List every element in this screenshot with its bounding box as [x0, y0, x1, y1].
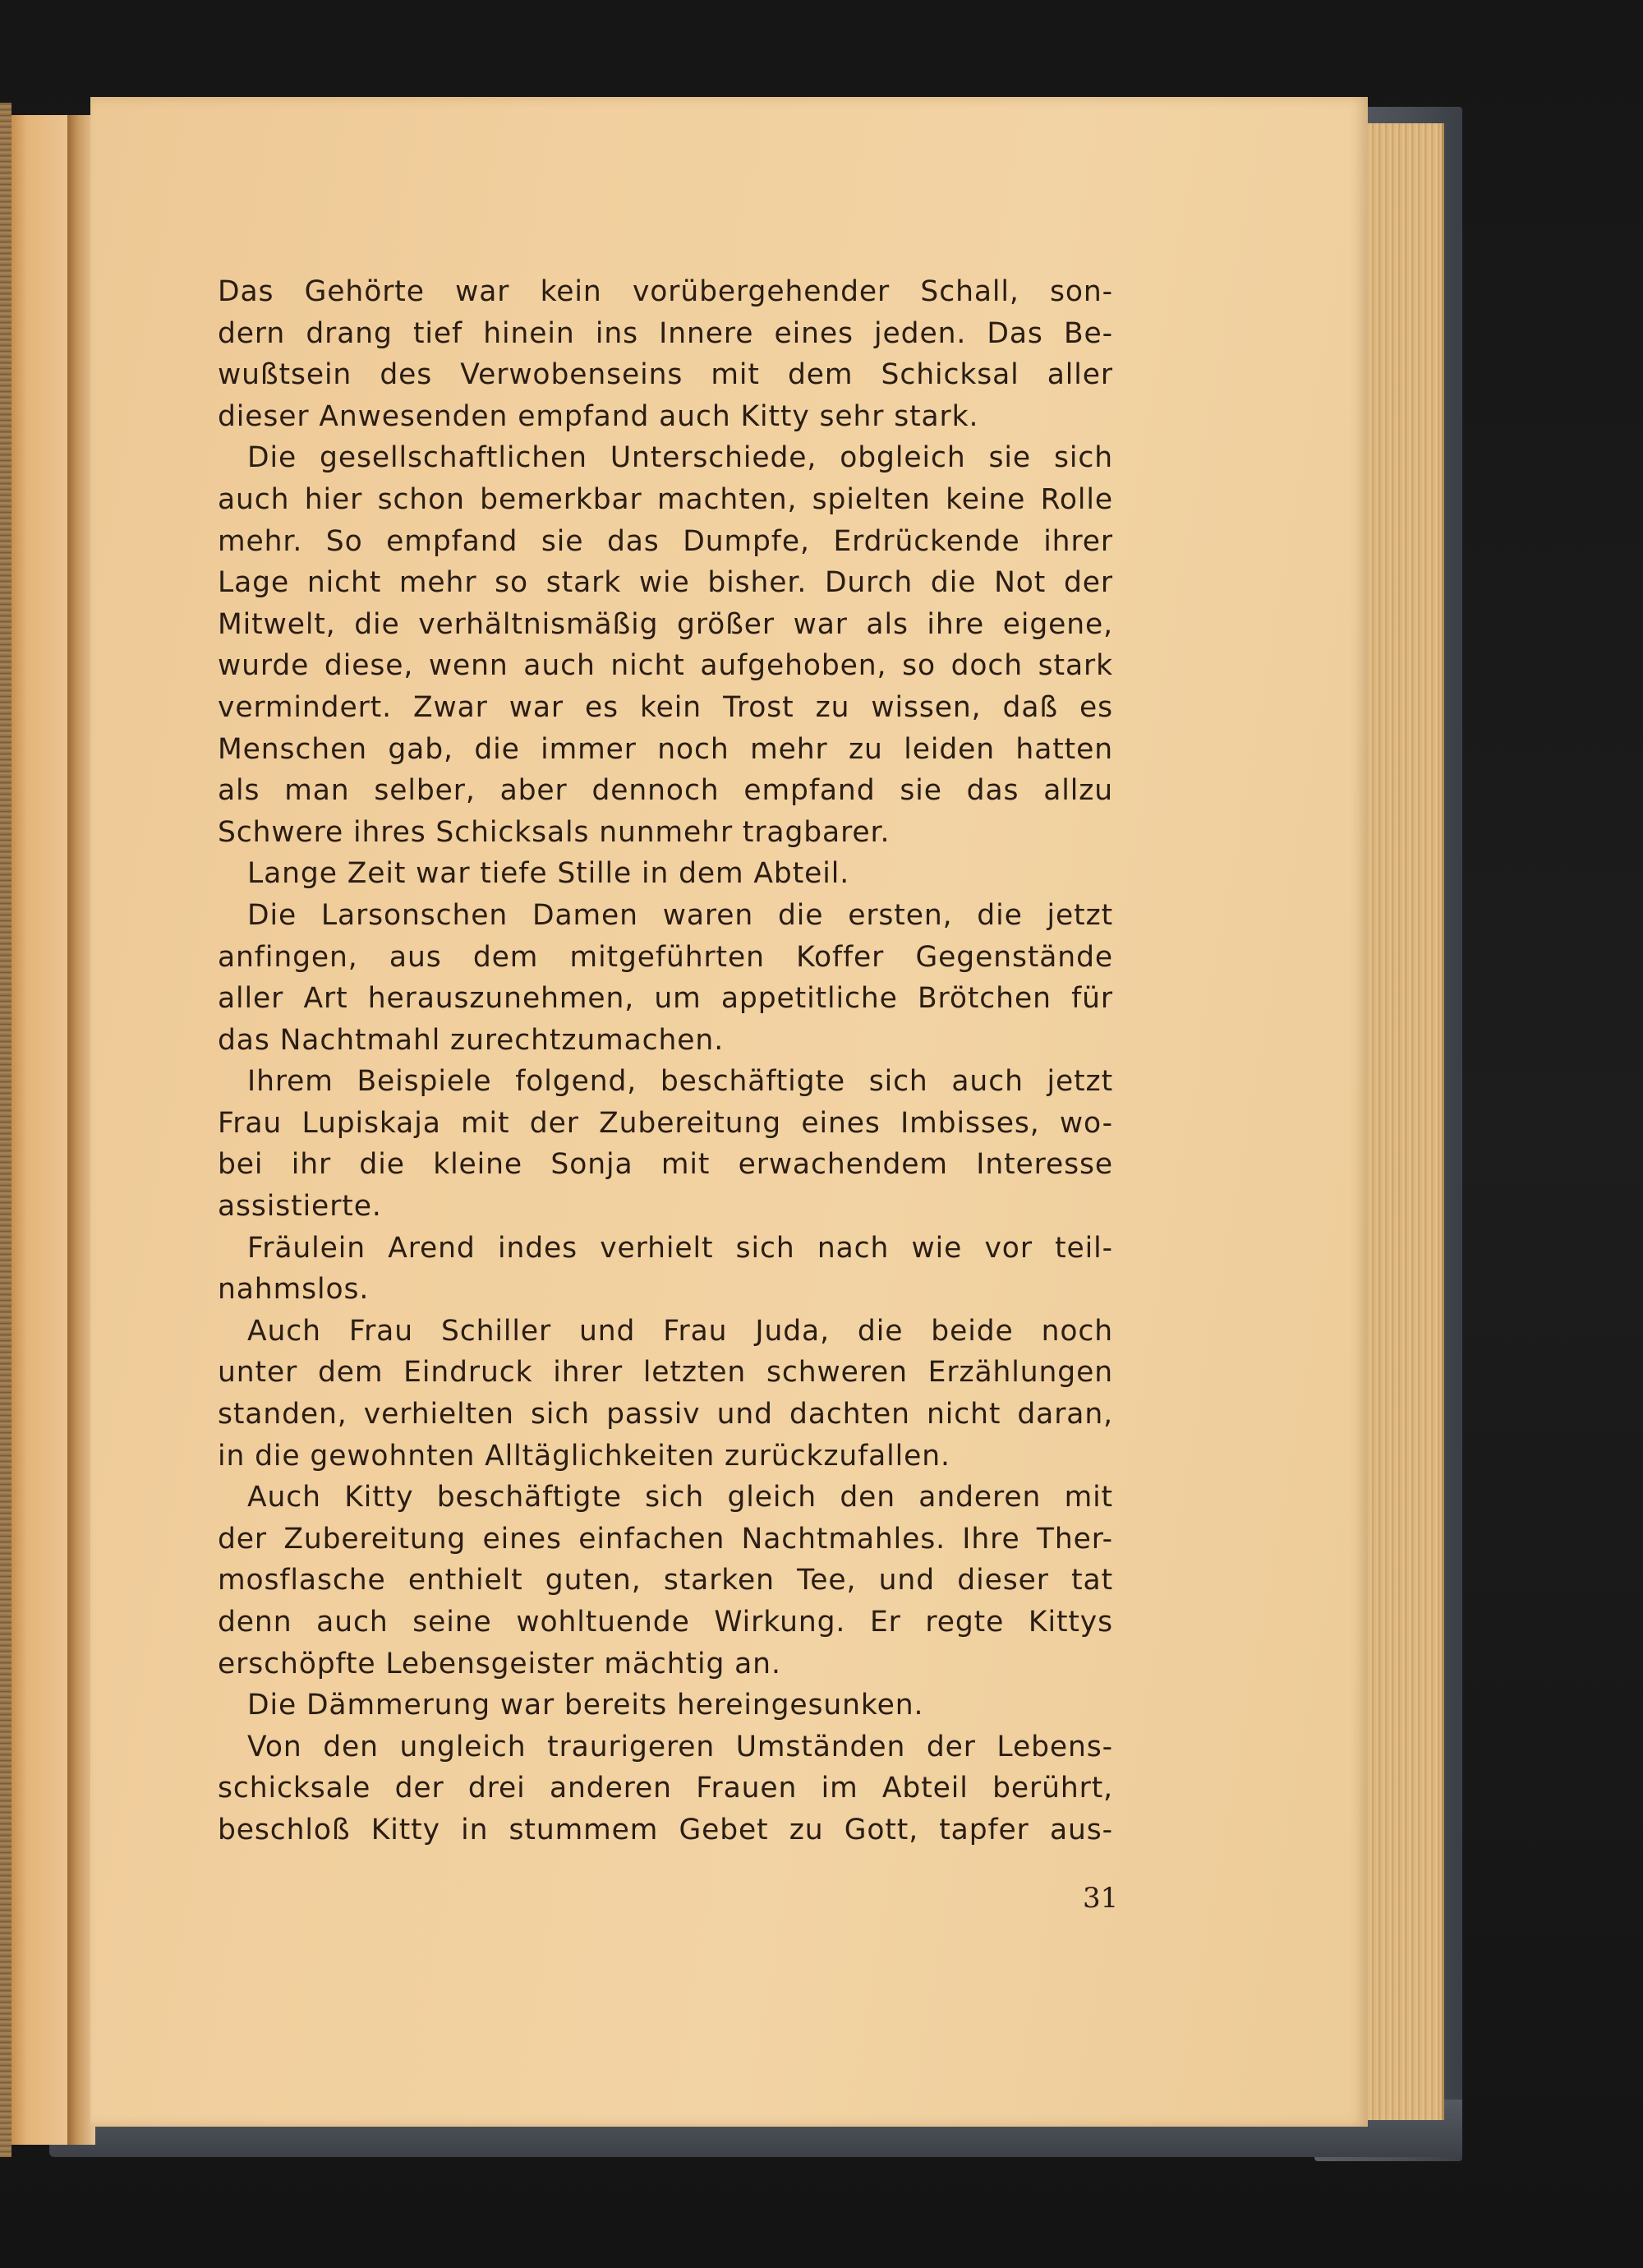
text-line: bei ihr die kleine Sonja mit erwachendem Interesse	[218, 1148, 1113, 1182]
text-line: Menschen gab, die immer noch mehr zu leiden hatten	[218, 732, 1113, 766]
text-line: Fräulein Arend indes verhielt sich nach wie vor teil-	[247, 1231, 1113, 1265]
text-line: mehr. So empfand sie das Dumpfe, Erdrückende ihrer	[218, 524, 1113, 558]
text-line: beschloß Kitty in stummem Gebet zu Gott, tapfer aus-	[218, 1813, 1113, 1846]
text-line: nahmslos.	[218, 1273, 370, 1307]
text-line: assistierte.	[218, 1190, 382, 1224]
page-edges	[1355, 123, 1444, 2120]
text-line: Auch Frau Schiller und Frau Juda, die beide noch	[247, 1314, 1113, 1348]
text-line: Auch Kitty beschäftigte sich gleich den anderen mit	[247, 1481, 1113, 1514]
text-line: anfingen, aus dem mitgeführten Koffer Gegenstände	[218, 940, 1113, 974]
text-line: wurde diese, wenn auch nicht aufgehoben, so doch stark	[218, 649, 1113, 683]
text-line: dieser Anwesenden empfand auch Kitty sehr stark.	[218, 399, 979, 433]
text-line: Frau Lupiskaja mit der Zubereitung eines Imbisses, wo-	[218, 1106, 1113, 1140]
text-line: Von den ungleich traurigeren Umständen der Lebens-	[247, 1730, 1113, 1763]
text-line: in die gewohnten Alltäglichkeiten zurückzufallen.	[218, 1439, 950, 1473]
text-line: Schwere ihres Schicksals nunmehr tragbarer.	[218, 815, 891, 849]
text-line: erschöpfte Lebensgeister mächtig an.	[218, 1647, 781, 1680]
text-line: standen, verhielten sich passiv und dachten nicht daran,	[218, 1398, 1113, 1431]
left-binding	[0, 103, 12, 2157]
text-line: unter dem Eindruck ihrer letzten schweren Erzählungen	[218, 1356, 1113, 1390]
text-line: Die Larsonschen Damen waren die ersten, die jetzt	[247, 898, 1113, 932]
text-line: Ihrem Beispiele folgend, beschäftigte sich auch jetzt	[247, 1065, 1113, 1099]
text-line: auch hier schon bemerkbar machten, spielten keine Rolle	[218, 482, 1113, 516]
text-line: Lage nicht mehr so stark wie bisher. Durch die Not der	[218, 566, 1113, 600]
text-line: wußtsein des Verwobenseins mit dem Schicksal aller	[218, 358, 1113, 392]
text-line: Mitwelt, die verhältnismäßig größer war als ihre eigene,	[218, 607, 1113, 641]
text-line: aller Art herauszunehmen, um appetitliche Brötchen für	[218, 982, 1113, 1016]
text-line: Die Dämmerung war bereits hereingesunken.	[247, 1689, 924, 1722]
text-line: Das Gehörte war kein vorübergehender Schall, son-	[218, 275, 1113, 308]
text-line: schicksale der drei anderen Frauen im Abteil berührt,	[218, 1772, 1113, 1805]
text-line: das Nachtmahl zurechtzumachen.	[218, 1023, 725, 1057]
text-line: Die gesellschaftlichen Unterschiede, obgleich sie sich	[247, 441, 1113, 475]
page-number: 31	[1083, 1882, 1119, 1915]
text-line: dern drang tief hinein ins Innere eines jeden. Das Be-	[218, 316, 1113, 350]
body-text	[218, 271, 1113, 1851]
left-page-edge	[0, 115, 78, 2145]
text-line: denn auch seine wohltuende Wirkung. Er regte Kittys	[218, 1606, 1113, 1639]
text-line: als man selber, aber dennoch empfand sie das allzu	[218, 774, 1113, 808]
text-line: der Zubereitung eines einfachen Nachtmahles. Ihre Ther-	[218, 1522, 1113, 1556]
text-line: vermindert. Zwar war es kein Trost zu wissen, daß es	[218, 690, 1113, 724]
text-line: Lange Zeit war tiefe Stille in dem Abteil.	[247, 857, 850, 891]
text-line: mosflasche enthielt guten, starken Tee, und dieser tat	[218, 1564, 1113, 1597]
